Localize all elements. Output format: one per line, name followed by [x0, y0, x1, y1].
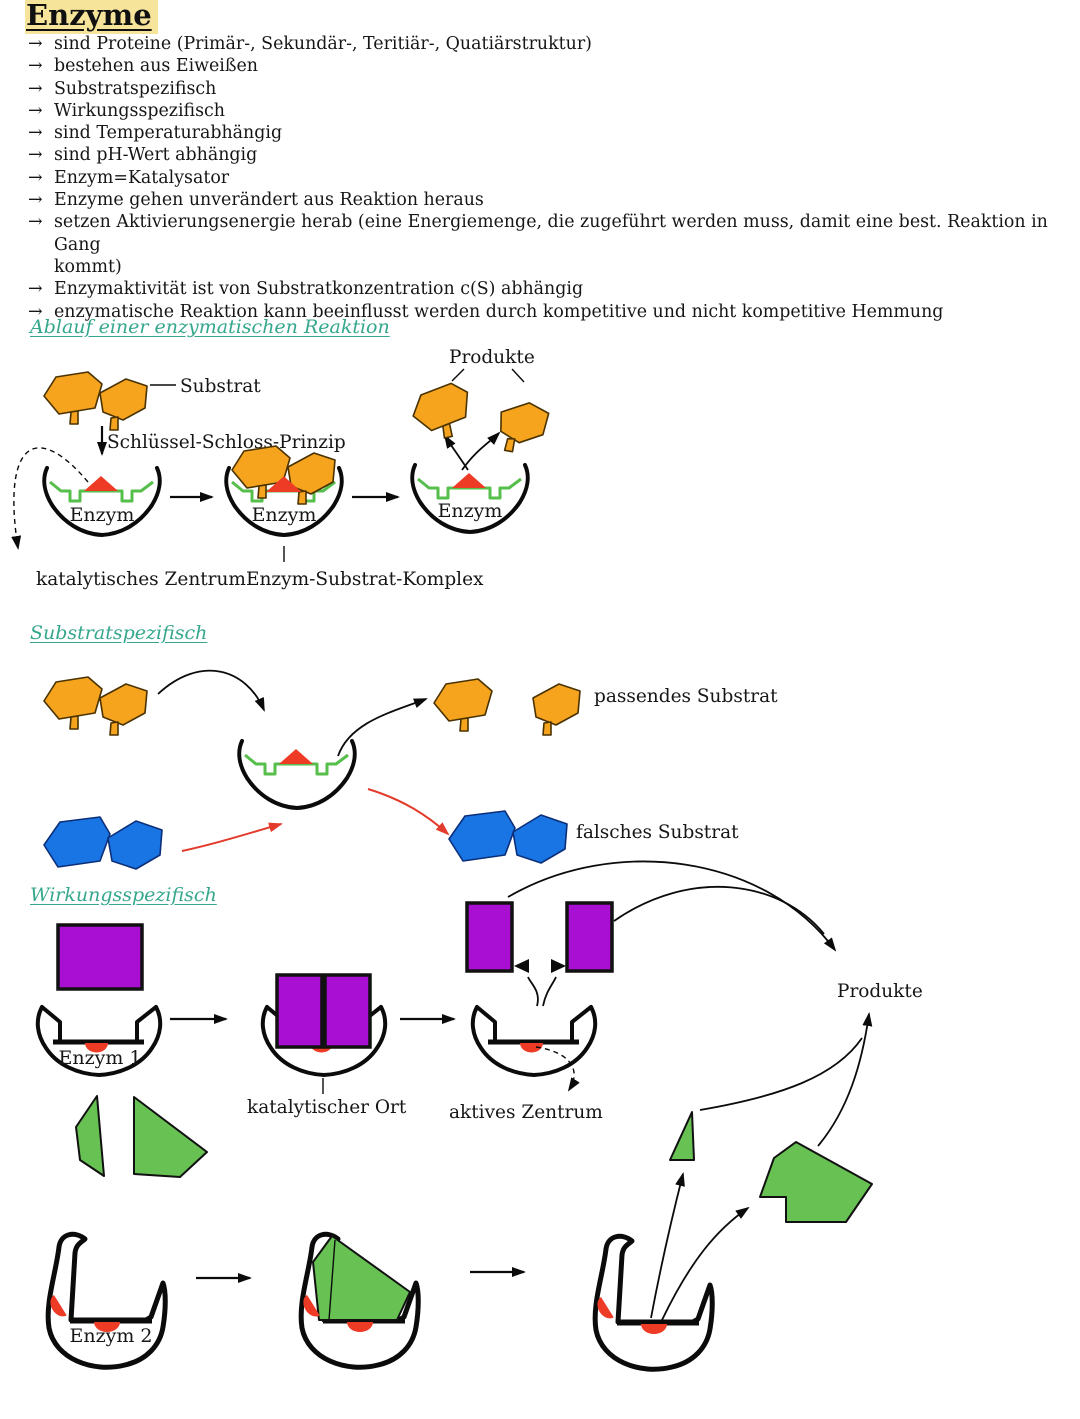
- arrow-bullet-icon: →: [28, 123, 43, 144]
- title-highlight: Enzyme: [25, 0, 158, 34]
- wrong-substrate-arrow: [182, 824, 281, 851]
- arrow-bullet-icon: →: [28, 212, 43, 233]
- passendes-substrat-label: passendes Substrat: [594, 686, 778, 707]
- katalytischer-ort-label: katalytischer Ort: [247, 1097, 407, 1118]
- product-rect: [467, 903, 512, 971]
- bound-green-substrate: [313, 1236, 410, 1320]
- to-produkte-arc: [508, 861, 835, 950]
- list-item: → Enzym=Katalysator: [28, 167, 230, 188]
- arrow-bullet-icon: →: [28, 167, 43, 188]
- arrow-bullet-icon: →: [28, 190, 43, 211]
- list-item: → sind pH-Wert abhängig: [28, 145, 258, 166]
- arrow-bullet-icon: →: [28, 56, 43, 77]
- list-item: → setzen Aktivierungsenergie herab (eine Energiemenge, die zugeführt werden muss, damit eine best. Reaktion in Gang: [28, 212, 1048, 255]
- product-release-arrow: [651, 1174, 683, 1318]
- enzyme2-cup: [593, 1236, 712, 1369]
- katalytisches-zentrum-label: katalytisches Zentrum: [36, 569, 246, 590]
- schluessel-schloss-label: Schlüssel-Schloss-Prinzip: [107, 432, 346, 453]
- list-item: → Enzymaktivität ist von Substratkonzentration c(S) abhängig: [28, 279, 584, 300]
- enzym-label: Enzym: [437, 500, 503, 522]
- list-item: → enzymatische Reaktion kann beeinflusst werden durch kompetitive und nicht kompetitive Hemmung: [28, 301, 944, 322]
- list-item: → Wirkungsspezifisch: [28, 100, 225, 121]
- aktives-zentrum-label: aktives Zentrum: [449, 1102, 603, 1123]
- substrate-hexagon-pair: [44, 372, 147, 430]
- purple-substrate-square: [58, 925, 142, 989]
- to-produkte-arc: [700, 1038, 862, 1110]
- diagram-canvas: [0, 310, 1080, 1419]
- rejected-substrate-arrow: [368, 789, 448, 834]
- list-item: → Substratspezifisch: [28, 78, 217, 99]
- section-heading-wirkungsspezifisch: Wirkungsspezifisch: [30, 884, 217, 906]
- left-arrowhead-icon: [514, 959, 529, 973]
- product-hexagon: [408, 381, 476, 444]
- diagram-ablauf: [14, 347, 550, 590]
- diagram-wirkungsspezifisch: [38, 861, 923, 1369]
- to-produkte-arc: [818, 1014, 869, 1146]
- enzym-label: Enzym: [251, 504, 317, 526]
- arrow-bullet-icon: →: [28, 100, 43, 121]
- enzym1-label: Enzym 1: [58, 1047, 142, 1069]
- fitting-substrate-hexagon: [434, 679, 492, 731]
- green-product-fragment: [670, 1112, 694, 1160]
- list-item-continuation: kommt): [54, 256, 122, 277]
- product-hexagon: [495, 398, 550, 456]
- wrong-substrate-pair: [449, 811, 567, 863]
- enzym-label: Enzym: [69, 504, 135, 526]
- split-substrate-rect: [325, 975, 370, 1047]
- product-release-line: [543, 977, 556, 1006]
- produkte-label-line: [512, 369, 524, 382]
- enzyme2-cup: [46, 1234, 165, 1367]
- enzyme1-cup: [473, 1007, 595, 1075]
- list-item: → bestehen aus Eiweißen: [28, 56, 258, 77]
- enzym2-label: Enzym 2: [69, 1325, 153, 1347]
- section-heading-substratspezifisch: Substratspezifisch: [30, 622, 208, 644]
- enzym-substrat-komplex-label: Enzym-Substrat-Komplex: [246, 569, 484, 590]
- arrow-bullet-icon: →: [28, 279, 43, 300]
- product-release-arrow: [445, 436, 468, 470]
- product-release-arrow: [462, 433, 499, 470]
- arrow-bullet-icon: →: [28, 301, 43, 322]
- produkte-label-line: [452, 369, 464, 381]
- green-substrate-fragment: [76, 1096, 104, 1176]
- product-rect: [567, 903, 612, 971]
- to-enzyme-arrow: [158, 671, 264, 710]
- list-item: → sind Proteine (Primär-, Sekundär-, Teritiär-, Quatiärstruktur): [28, 34, 592, 54]
- list-item: → sind Temperaturabhängig: [28, 123, 283, 144]
- list-item: → Enzyme gehen unverändert aus Reaktion heraus: [28, 190, 484, 211]
- green-product-fragment: [760, 1142, 872, 1222]
- right-arrowhead-icon: [551, 959, 566, 973]
- arrow-bullet-icon: →: [28, 145, 43, 166]
- split-substrate-rect: [277, 975, 322, 1047]
- product-release-line: [528, 977, 538, 1006]
- page-title: [25, 0, 158, 32]
- enzyme-facts-list: [28, 33, 1058, 323]
- produkte-label: Produkte: [837, 981, 923, 1002]
- wrong-substrate-pair: [44, 817, 162, 869]
- falsches-substrat-label: falsches Substrat: [576, 822, 739, 843]
- section-heading-ablauf: Ablauf einer enzymatischen Reaktion: [30, 316, 390, 338]
- arrow-bullet-icon: →: [28, 78, 43, 99]
- produkte-label: Produkte: [449, 347, 535, 368]
- substrate-hexagon-pair: [44, 677, 147, 735]
- arrow-bullet-icon: →: [28, 34, 43, 54]
- substrat-label: Substrat: [180, 376, 261, 397]
- fitting-substrate-hexagon: [533, 684, 580, 735]
- green-substrate-fragment: [134, 1097, 207, 1177]
- to-produkte-arc: [614, 887, 824, 934]
- diagram-substratspezifisch: [44, 671, 778, 869]
